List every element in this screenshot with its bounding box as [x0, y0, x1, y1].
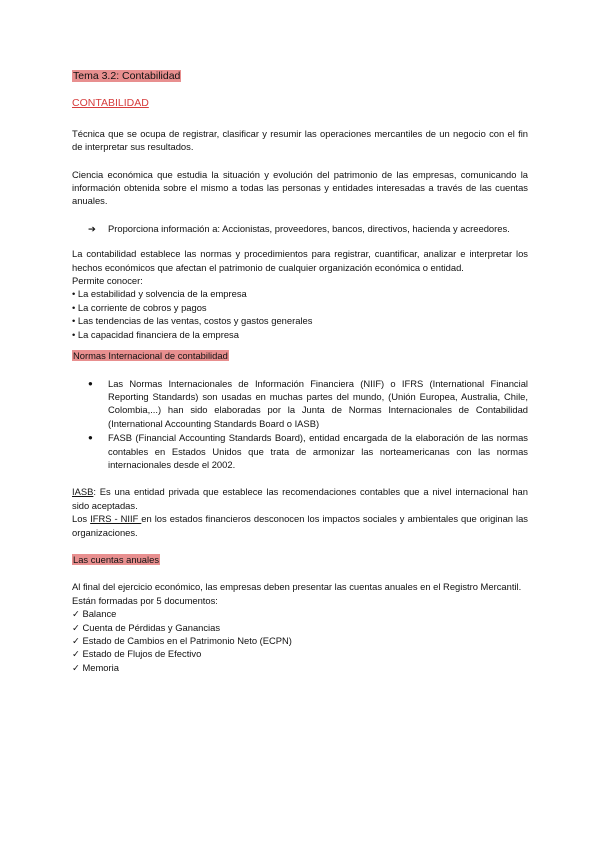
iasb-term: IASB — [72, 486, 94, 498]
contabilidad-heading: CONTABILIDAD — [72, 97, 149, 110]
documentos-list — [72, 607, 528, 674]
arrow-item-text: Proporciona información a: Accionistas, proveedores, bancos, directivos, hacienda y acreedores. — [108, 222, 510, 234]
cuentas-heading — [72, 553, 528, 566]
iasb-paragraph — [72, 485, 528, 512]
title-highlight: Tema 3.2: Contabilidad — [73, 70, 181, 82]
cuentas-paragraph: Al final del ejercicio económico, las empresas deben presentar las cuentas anuales en el Registro Mercantil. — [72, 581, 522, 593]
list-item-text: Las Normas Internacionales de Información Financiera (NIIF) o IFRS (International Financial Reporting Standards) son usadas en muchas partes del mundo, (Unión Europea, Australia, Chile, Colombia,...) han sido elaboradas por la Junta de Normas Internacionales de Contabilidad (International Accounting Standards Board o IASB) — [108, 377, 528, 429]
contabilidad-paragraph-3: La contabilidad establece las normas y procedimientos para registrar, cuantificar, analizar e interpretar los hechos económicos que afectan el patrimonio de cualquier organización económica o entidad. — [72, 248, 528, 273]
bullet-icon: ● — [88, 433, 93, 443]
list-item: ✓ Balance — [72, 608, 117, 620]
list-item: • La estabilidad y solvencia de la empresa — [72, 288, 247, 300]
normas-list — [88, 377, 528, 472]
definition-paragraph-1: Técnica que se ocupa de registrar, clasificar y resumir las operaciones mercantiles de un negocio con el fin de interpretar sus resultados. — [72, 127, 528, 153]
arrow-icon: ➔ — [88, 222, 96, 234]
iasb-text: : Es una entidad privada que establece las recomendaciones contables que a nivel internacional han sido aceptadas. — [72, 486, 528, 511]
permite-list — [72, 287, 528, 341]
permite-label: Permite conocer: — [72, 275, 143, 287]
list-item — [88, 431, 528, 471]
normas-heading-text: Normas Internacional de contabilidad — [73, 350, 228, 362]
list-item: • La capacidad financiera de la empresa — [72, 328, 239, 340]
definition-paragraph-2: Ciencia económica que estudia la situación y evolución del patrimonio de las empresas, comunicando la información obtenida sobre el mismo a todas las personas y entidades interesadas a través de las cuentas anuales. — [72, 168, 528, 207]
list-item: ✓ Estado de Flujos de Efectivo — [72, 648, 202, 660]
document-title — [72, 70, 528, 83]
document-page — [72, 70, 528, 674]
list-item: • Las tendencias de las ventas, costos y gastos generales — [72, 315, 313, 327]
list-item: • La corriente de cobros y pagos — [72, 301, 207, 313]
list-item: ✓ Memoria — [72, 661, 119, 673]
list-item: ✓ Cuenta de Pérdidas y Ganancias — [72, 621, 221, 633]
list-item: ✓ Estado de Cambios en el Patrimonio Neto (ECPN) — [72, 635, 292, 646]
cuentas-heading-text: Las cuentas anuales — [73, 553, 160, 565]
ifrs-text: en los estados financieros desconocen los impactos sociales y ambientales que originan las organizaciones. — [72, 513, 528, 538]
formadas-label: Están formadas por 5 documentos: — [72, 594, 218, 606]
arrow-list-item — [88, 222, 528, 235]
ifrs-paragraph — [72, 512, 528, 539]
normas-heading — [72, 349, 528, 362]
ifrs-prefix: Los — [72, 513, 91, 525]
list-item — [88, 377, 528, 431]
ifrs-term: IFRS - NIIF — [90, 513, 142, 525]
bullet-icon: ● — [88, 378, 93, 388]
list-item-text: FASB (Financial Accounting Standards Board), entidad encargada de la elaboración de las normas contables en Estados Unidos que trata de armonizar las norteamericanas con las normas internacionales desde el 2002. — [108, 432, 528, 470]
